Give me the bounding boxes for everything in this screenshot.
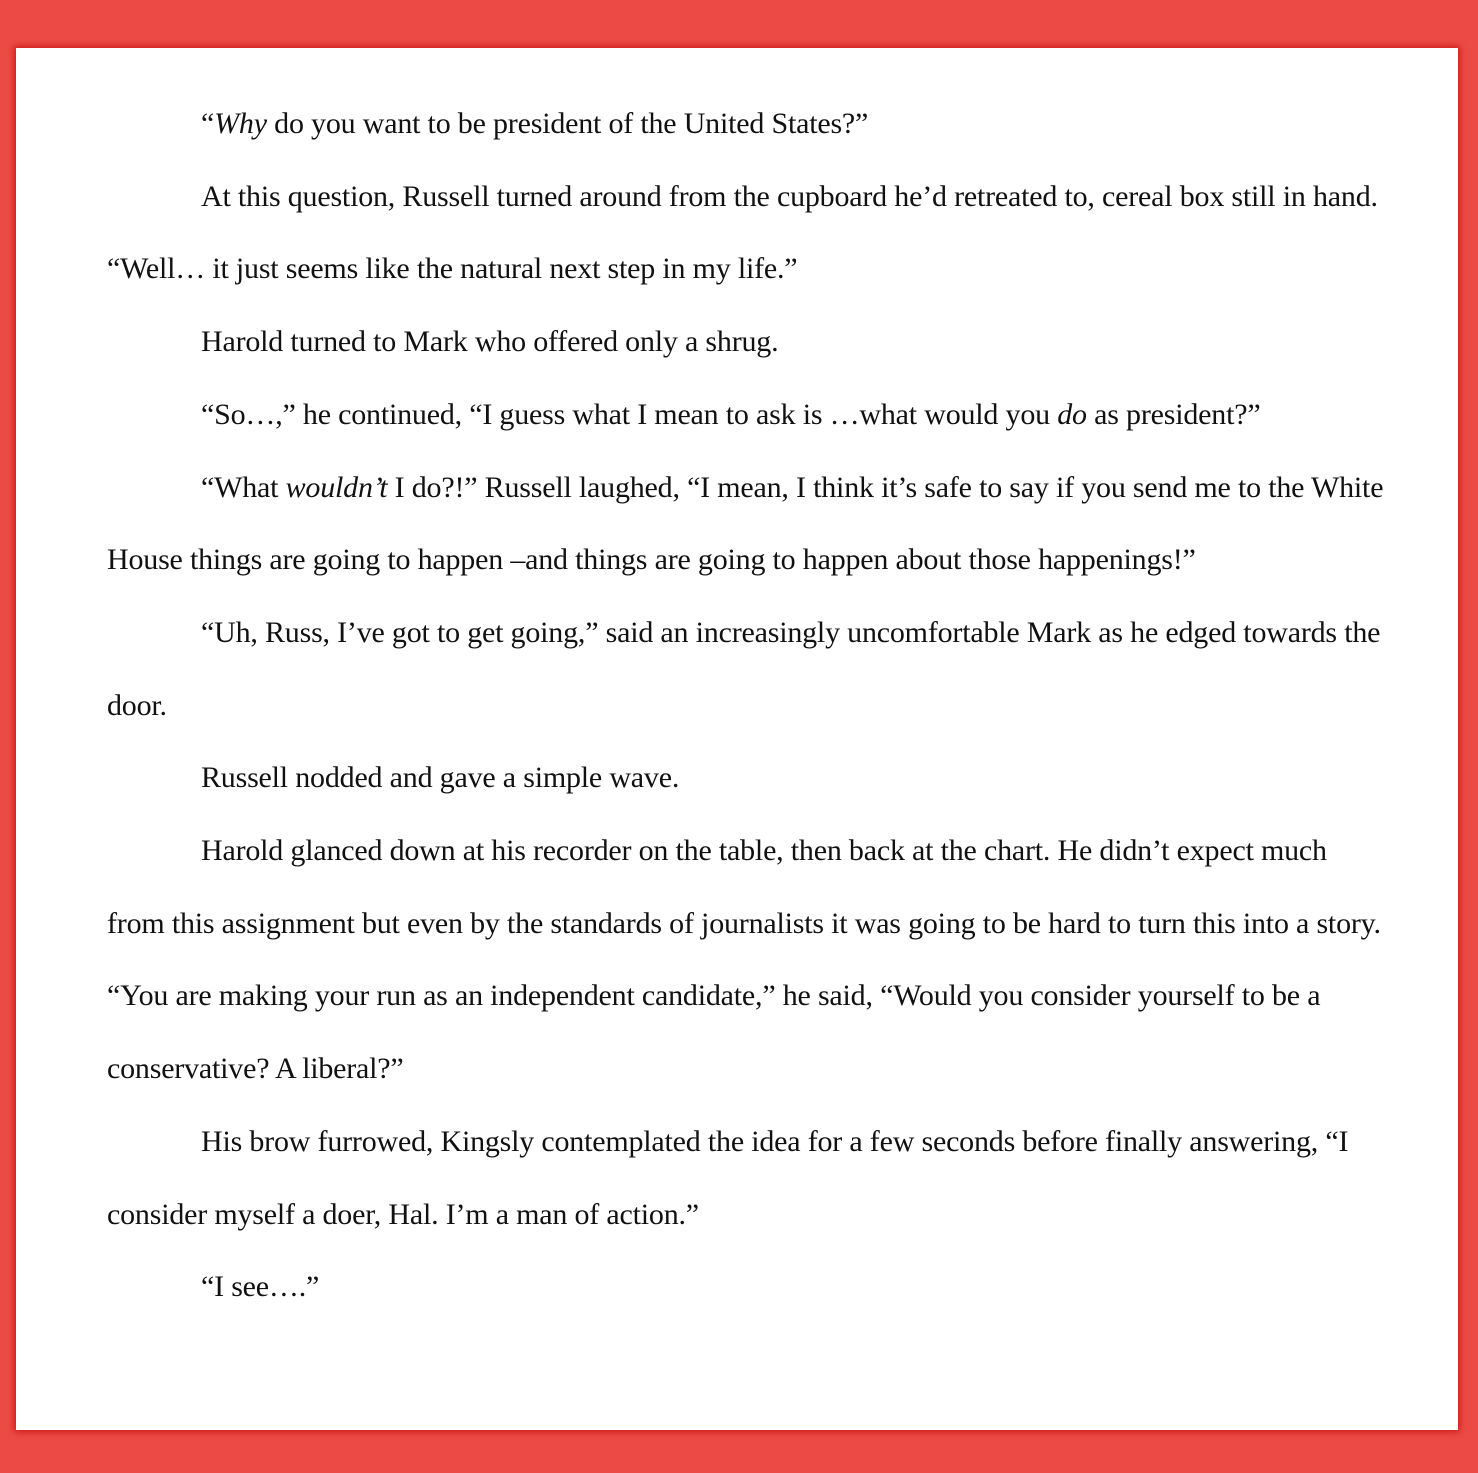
document-page [16,48,1458,1430]
paragraph: “So…,” he continued, “I guess what I mean to ask is …what would you do as president?” [201,397,1261,431]
paragraph: “What wouldn’t I do?!” Russell laughed, “I mean, I think it’s safe to say if you send me to the White House things are going to happen –and things are going to happen about those happenings!” [107,470,1384,577]
paragraph: “Uh, Russ, I’ve got to get going,” said an increasingly uncomfortable Mark as he edged towards the door. [107,615,1381,722]
paragraph: “I see….” [201,1270,320,1304]
paragraph: Russell nodded and gave a simple wave. [201,761,680,795]
paragraph: “Why do you want to be president of the United States?” [201,107,869,140]
paragraph: Harold glanced down at his recorder on the table, then back at the chart. He didn’t expect much from this assignment but even by the standards of journalists it was going to be hard to turn this into a story. “You are making your run as an independent candidate,” he said, “Would you consider yourself to be a conservative? A liberal?” [107,834,1381,1086]
paragraph: At this question, Russell turned around from the cupboard he’d retreated to, cereal box still in hand. “Well… it just seems like the natural next step in my life.” [107,179,1378,286]
document-body [107,88,1387,1324]
paragraph: Harold turned to Mark who offered only a shrug. [201,325,779,359]
paragraph: His brow furrowed, Kingsly contemplated the idea for a few seconds before finally answering, “I consider myself a doer, Hal. I’m a man of action.” [107,1124,1349,1231]
